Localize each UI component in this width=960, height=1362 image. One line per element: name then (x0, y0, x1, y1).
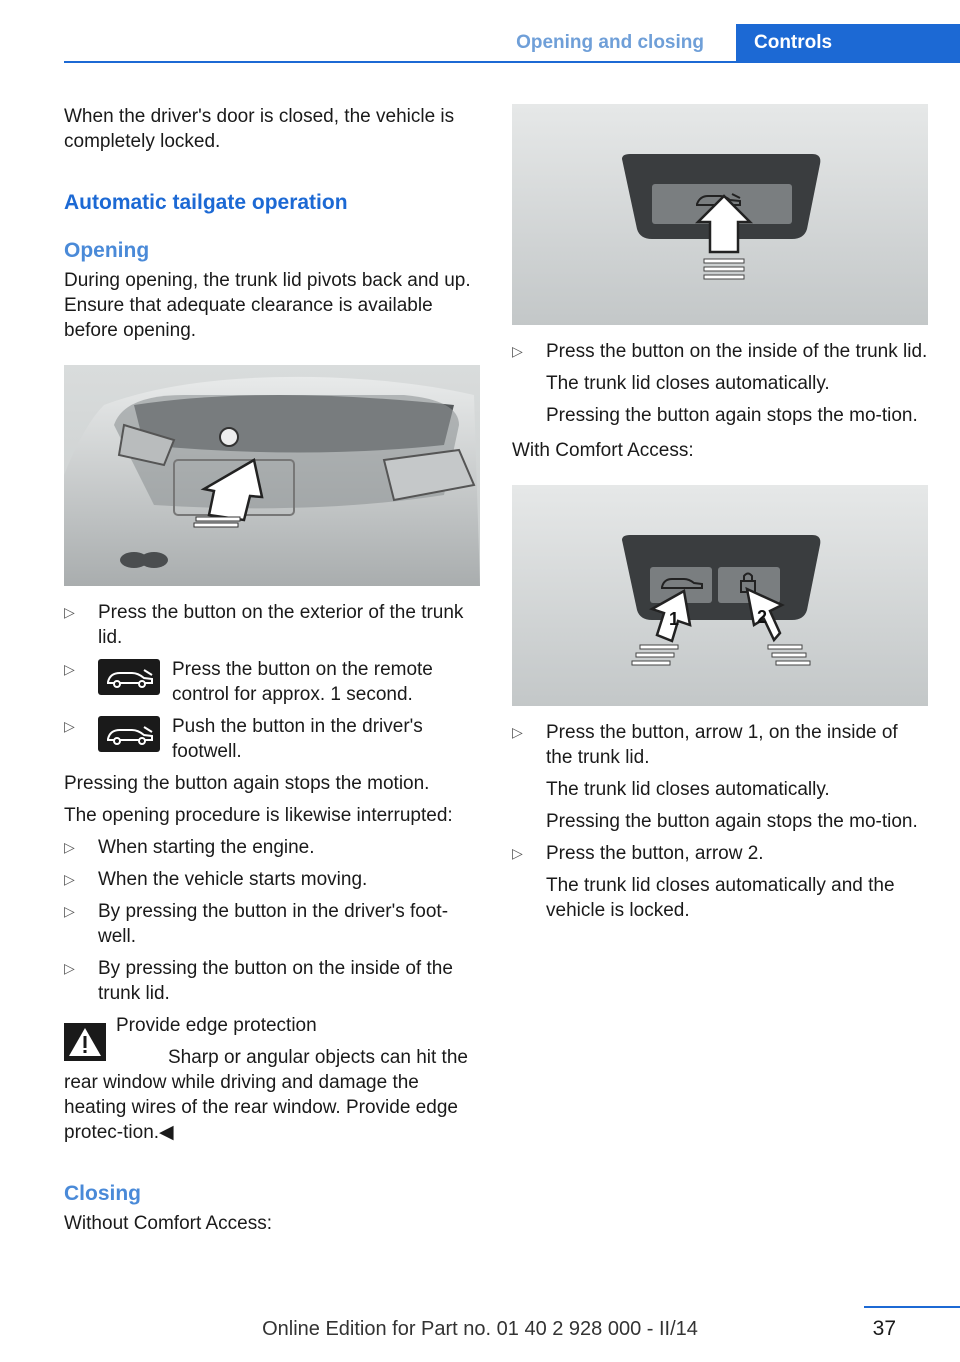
opening-heading: Opening (64, 239, 150, 262)
list-item: ▷ Press the button, arrow 1, on the inside of the trunk lid. The trunk lid closes automatically. Pressing the button again stops the mo‐tion. (512, 722, 918, 832)
list-item: ▷ Press the button on the remote control for approx. 1 second. (64, 659, 433, 705)
closing-list (512, 339, 928, 428)
opening-methods-list (64, 600, 480, 764)
comfort-access-buttons-image (512, 485, 928, 706)
edition-footer: Online Edition for Part no. 01 40 2 928 000 - II/14 (262, 1318, 698, 1340)
list-item: ▷ Push the button in the driver's footwell. (64, 716, 423, 762)
section-title: Opening and closing (516, 32, 704, 53)
bullet-triangle-icon: ▷ (64, 718, 75, 734)
bullet-triangle-icon: ▷ (512, 845, 523, 861)
left-column (64, 104, 480, 1243)
arrow-label-2: 2 (757, 607, 768, 627)
bullet-triangle-icon: ▷ (64, 871, 75, 887)
warning-icon (64, 1023, 106, 1061)
warning-box (64, 1013, 480, 1145)
comfort-access-list (512, 720, 928, 923)
section-heading: Automatic tailgate operation (64, 191, 348, 214)
bullet-triangle-icon: ▷ (512, 343, 523, 359)
bullet-triangle-icon: ▷ (512, 724, 523, 740)
inside-button-image (512, 104, 928, 325)
list-item: ▷ When the vehicle starts moving. (64, 869, 368, 890)
list-item: ▷ When starting the engine. (64, 837, 315, 858)
bullet-triangle-icon: ▷ (64, 604, 75, 620)
bullet-triangle-icon: ▷ (64, 903, 75, 919)
comfort-access-paragraph: With Comfort Access: (512, 440, 694, 461)
interrupt-paragraph: The opening procedure is likewise interrupted: (64, 805, 453, 826)
header-rule (64, 61, 960, 63)
page-number: 37 (872, 1317, 896, 1340)
bullet-triangle-icon: ▷ (64, 839, 75, 855)
closing-paragraph: Without Comfort Access: (64, 1213, 273, 1234)
stop-paragraph: Pressing the button again stops the motion. (64, 773, 430, 794)
list-item: ▷ By pressing the button on the inside of the trunk lid. (64, 958, 453, 1004)
arrow-label-1: 1 (669, 609, 680, 629)
bullet-triangle-icon: ▷ (64, 960, 75, 976)
warning-text: Sharp or angular objects can hit the rear window while driving and damage the heating wires of the rear window. Provide edge protec‐tion.◀ (64, 1047, 468, 1143)
opening-paragraph: During opening, the trunk lid pivots back and up. Ensure that adequate clearance is available before opening. (64, 270, 471, 341)
right-column (512, 104, 928, 930)
list-item: ▷ Press the button on the exterior of the trunk lid. (64, 602, 464, 648)
tailgate-button-icon (98, 716, 160, 752)
chapter-tab[interactable]: Controls (736, 24, 960, 61)
list-item: ▷ By pressing the button in the driver's foot‐well. (64, 901, 449, 947)
list-item: ▷ Press the button, arrow 2. The trunk lid closes automatically and the vehicle is locked. (512, 843, 895, 921)
tailgate-button-icon (98, 659, 160, 695)
intro-paragraph: When the driver's door is closed, the vehicle is completely locked. (64, 106, 455, 152)
bullet-triangle-icon: ▷ (64, 661, 75, 677)
trunk-exterior-image (64, 365, 480, 586)
warning-title: Provide edge protection (116, 1015, 317, 1036)
list-item: ▷ Press the button on the inside of the trunk lid. The trunk lid closes automatically. Pressing the button again stops the mo‐tion. (512, 341, 928, 426)
footer-rule (864, 1306, 960, 1308)
interruption-list (64, 835, 480, 1006)
closing-heading: Closing (64, 1182, 141, 1205)
